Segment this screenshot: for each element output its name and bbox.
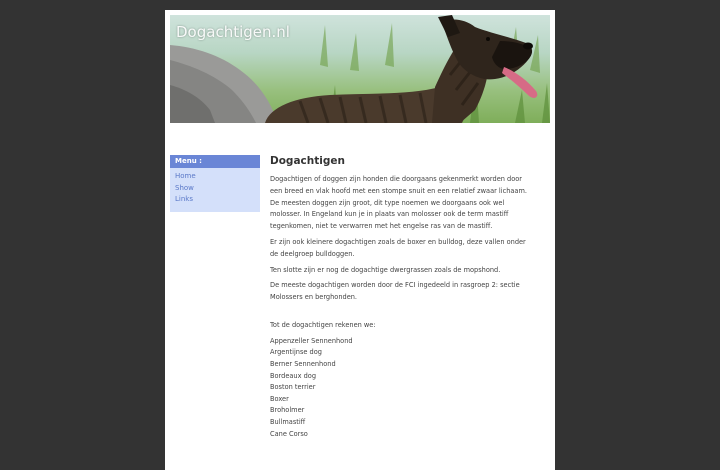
menu-link-home[interactable]: Home — [175, 172, 196, 180]
menu-item-home — [175, 171, 255, 183]
list-item: Bullmastiff — [270, 417, 306, 426]
list-item: Broholmer — [270, 406, 305, 415]
list-item: Bordeaux dog — [270, 371, 317, 380]
menu-item-links — [175, 194, 255, 206]
list-item: Boxer — [270, 394, 289, 403]
spacer — [270, 308, 532, 320]
list-item: Berner Sennenhond — [270, 359, 336, 368]
list-item: Argentijnse dog — [270, 348, 322, 357]
list-item: Boston terrier — [270, 383, 316, 392]
breed-list — [270, 336, 532, 440]
menu-list — [170, 168, 260, 212]
menu-heading: Menu : — [170, 155, 260, 168]
paragraph-small-breeds: Er zijn ook kleinere dogachtigen zoals de boxer en bulldog, deze vallen onder de deelgroep bulldoggen. — [270, 237, 526, 258]
site-title[interactable]: Dogachtigen.nl — [176, 23, 290, 41]
menu-link-links[interactable]: Links — [175, 195, 193, 203]
intro-paragraph: Dogachtigen of doggen zijn honden die doorgaans gekenmerkt worden door een breed en vlak hoofd met een stompe snuit en een relatief zwaar lichaam. De meesten doggen zijn groot, dit type noemen we doorgaans ook wel molosser. In Engeland kun je in plaats van molosser ook de term mastiff tegenkomen, niet te verwarren met het engelse ras van de mastiff. — [270, 175, 527, 231]
paragraph-fci: De meeste dogachtigen worden door de FCI ingedeeld in rasgroep 2: sectie Molossers en berghonden. — [270, 281, 520, 302]
breed-list-intro: Tot de dogachtigen rekenen we: — [270, 320, 376, 329]
page-heading: Dogachtigen — [270, 155, 345, 167]
sidebar-menu — [170, 155, 260, 212]
main-content — [270, 154, 532, 440]
paragraph-dwarf-breeds: Ten slotte zijn er nog de dogachtige dwergrassen zoals de mopshond. — [270, 265, 501, 274]
list-item: Appenzeller Sennenhond — [270, 336, 353, 345]
header-banner — [170, 15, 550, 123]
menu-link-show[interactable]: Show — [175, 183, 194, 192]
page-container — [165, 10, 555, 470]
list-item: Cane Corso — [270, 429, 308, 438]
menu-item-show — [175, 183, 255, 195]
